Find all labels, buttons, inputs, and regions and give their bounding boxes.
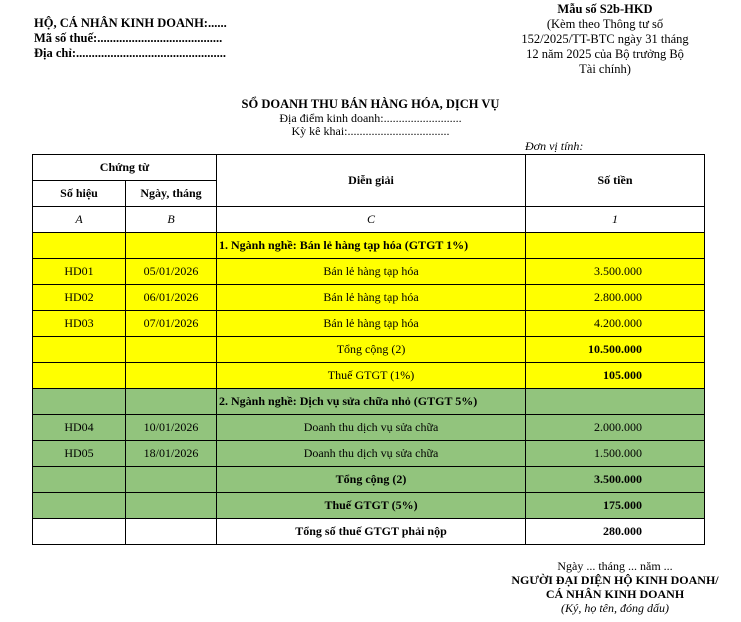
row-description: Bán lẻ hàng tạp hóa (217, 285, 526, 311)
table-row (33, 311, 705, 337)
period-line: Kỳ kê khai:.................................. (291, 124, 450, 138)
business-info (34, 16, 227, 61)
location-line: Địa điểm kinh doanh:.......................... (279, 111, 462, 125)
grand-total-row (33, 519, 705, 545)
row-amount: 4.200.000 (526, 311, 705, 337)
row-amount: 3.500.000 (526, 259, 705, 285)
section1-vat-label: Thuế GTGT (1%) (217, 363, 526, 389)
section1-total-row (33, 337, 705, 363)
number-header: Số hiệu (33, 181, 126, 207)
grand-total-label: Tổng số thuế GTGT phải nộp (217, 519, 526, 545)
revenue-ledger-table (32, 154, 705, 545)
form-reference (520, 2, 690, 77)
section2-total-row (33, 467, 705, 493)
row-amount: 2.800.000 (526, 285, 705, 311)
voucher-number: HD02 (33, 285, 126, 311)
row-description: Bán lẻ hàng tạp hóa (217, 311, 526, 337)
page-title: SỔ DOANH THU BÁN HÀNG HÓA, DỊCH VỤ (241, 97, 500, 111)
voucher-number: HD05 (33, 441, 126, 467)
business-name: HỘ, CÁ NHÂN KINH DOANH:...... (34, 16, 227, 30)
row-amount: 2.000.000 (526, 415, 705, 441)
form-code: Mẫu số S2b-HKD (557, 2, 653, 16)
voucher-date: 10/01/2026 (126, 415, 217, 441)
table-row (33, 259, 705, 285)
section2-vat-label: Thuế GTGT (5%) (217, 493, 526, 519)
description-header: Diễn giải (217, 155, 526, 207)
voucher-date: 05/01/2026 (126, 259, 217, 285)
row-description: Doanh thu dịch vụ sửa chữa (217, 415, 526, 441)
section1-title: 1. Ngành nghề: Bán lẻ hàng tạp hóa (GTGT 1%) (217, 233, 526, 259)
section2-total-value: 3.500.000 (526, 467, 705, 493)
voucher-number: HD03 (33, 311, 126, 337)
voucher-number: HD01 (33, 259, 126, 285)
grand-total-value: 280.000 (526, 519, 705, 545)
form-ref-line3: 12 năm 2025 của Bộ trưởng Bộ (526, 47, 684, 61)
section2-title: 2. Ngành nghề: Dịch vụ sửa chữa nhỏ (GTGT 5%) (217, 389, 526, 415)
column-letter-1: 1 (526, 207, 705, 233)
column-letter-c: C (217, 207, 526, 233)
voucher-date: 18/01/2026 (126, 441, 217, 467)
voucher-number: HD04 (33, 415, 126, 441)
section1-vat-row (33, 363, 705, 389)
signer-title-line1: NGƯỜI ĐẠI DIỆN HỘ KINH DOANH/ (511, 573, 719, 587)
section1-title-row (33, 233, 705, 259)
row-description: Bán lẻ hàng tạp hóa (217, 259, 526, 285)
address: Địa chỉ:................................................ (34, 46, 227, 60)
table-row (33, 285, 705, 311)
date-header: Ngày, tháng (126, 181, 217, 207)
sign-date: Ngày ... tháng ... năm ... (557, 559, 673, 573)
form-ref-line2: 152/2025/TT-BTC ngày 31 tháng (521, 32, 689, 46)
section2-title-row (33, 389, 705, 415)
signer-title-line2: CÁ NHÂN KINH DOANH (545, 587, 685, 601)
column-letter-a: A (33, 207, 126, 233)
voucher-date: 06/01/2026 (126, 285, 217, 311)
section2-total-label: Tổng cộng (2) (217, 467, 526, 493)
voucher-date: 07/01/2026 (126, 311, 217, 337)
form-ref-line1: (Kèm theo Thông tư số (546, 17, 664, 31)
row-amount: 1.500.000 (526, 441, 705, 467)
signature-block (500, 559, 730, 615)
amount-header: Số tiền (526, 155, 705, 207)
sign-note: (Ký, họ tên, đóng dấu) (561, 601, 669, 615)
section2-vat-value: 175.000 (526, 493, 705, 519)
section1-total-value: 10.500.000 (526, 337, 705, 363)
section1-vat-value: 105.000 (526, 363, 705, 389)
tax-code: Mã số thuế:........................................ (34, 31, 223, 45)
unit-label: Đơn vị tính: (525, 139, 584, 153)
column-letter-b: B (126, 207, 217, 233)
voucher-header: Chứng từ (33, 155, 217, 181)
table-row (33, 415, 705, 441)
section2-vat-row (33, 493, 705, 519)
form-ref-line4: Tài chính) (579, 62, 631, 76)
section1-total-label: Tổng cộng (2) (217, 337, 526, 363)
table-row (33, 441, 705, 467)
row-description: Doanh thu dịch vụ sửa chữa (217, 441, 526, 467)
